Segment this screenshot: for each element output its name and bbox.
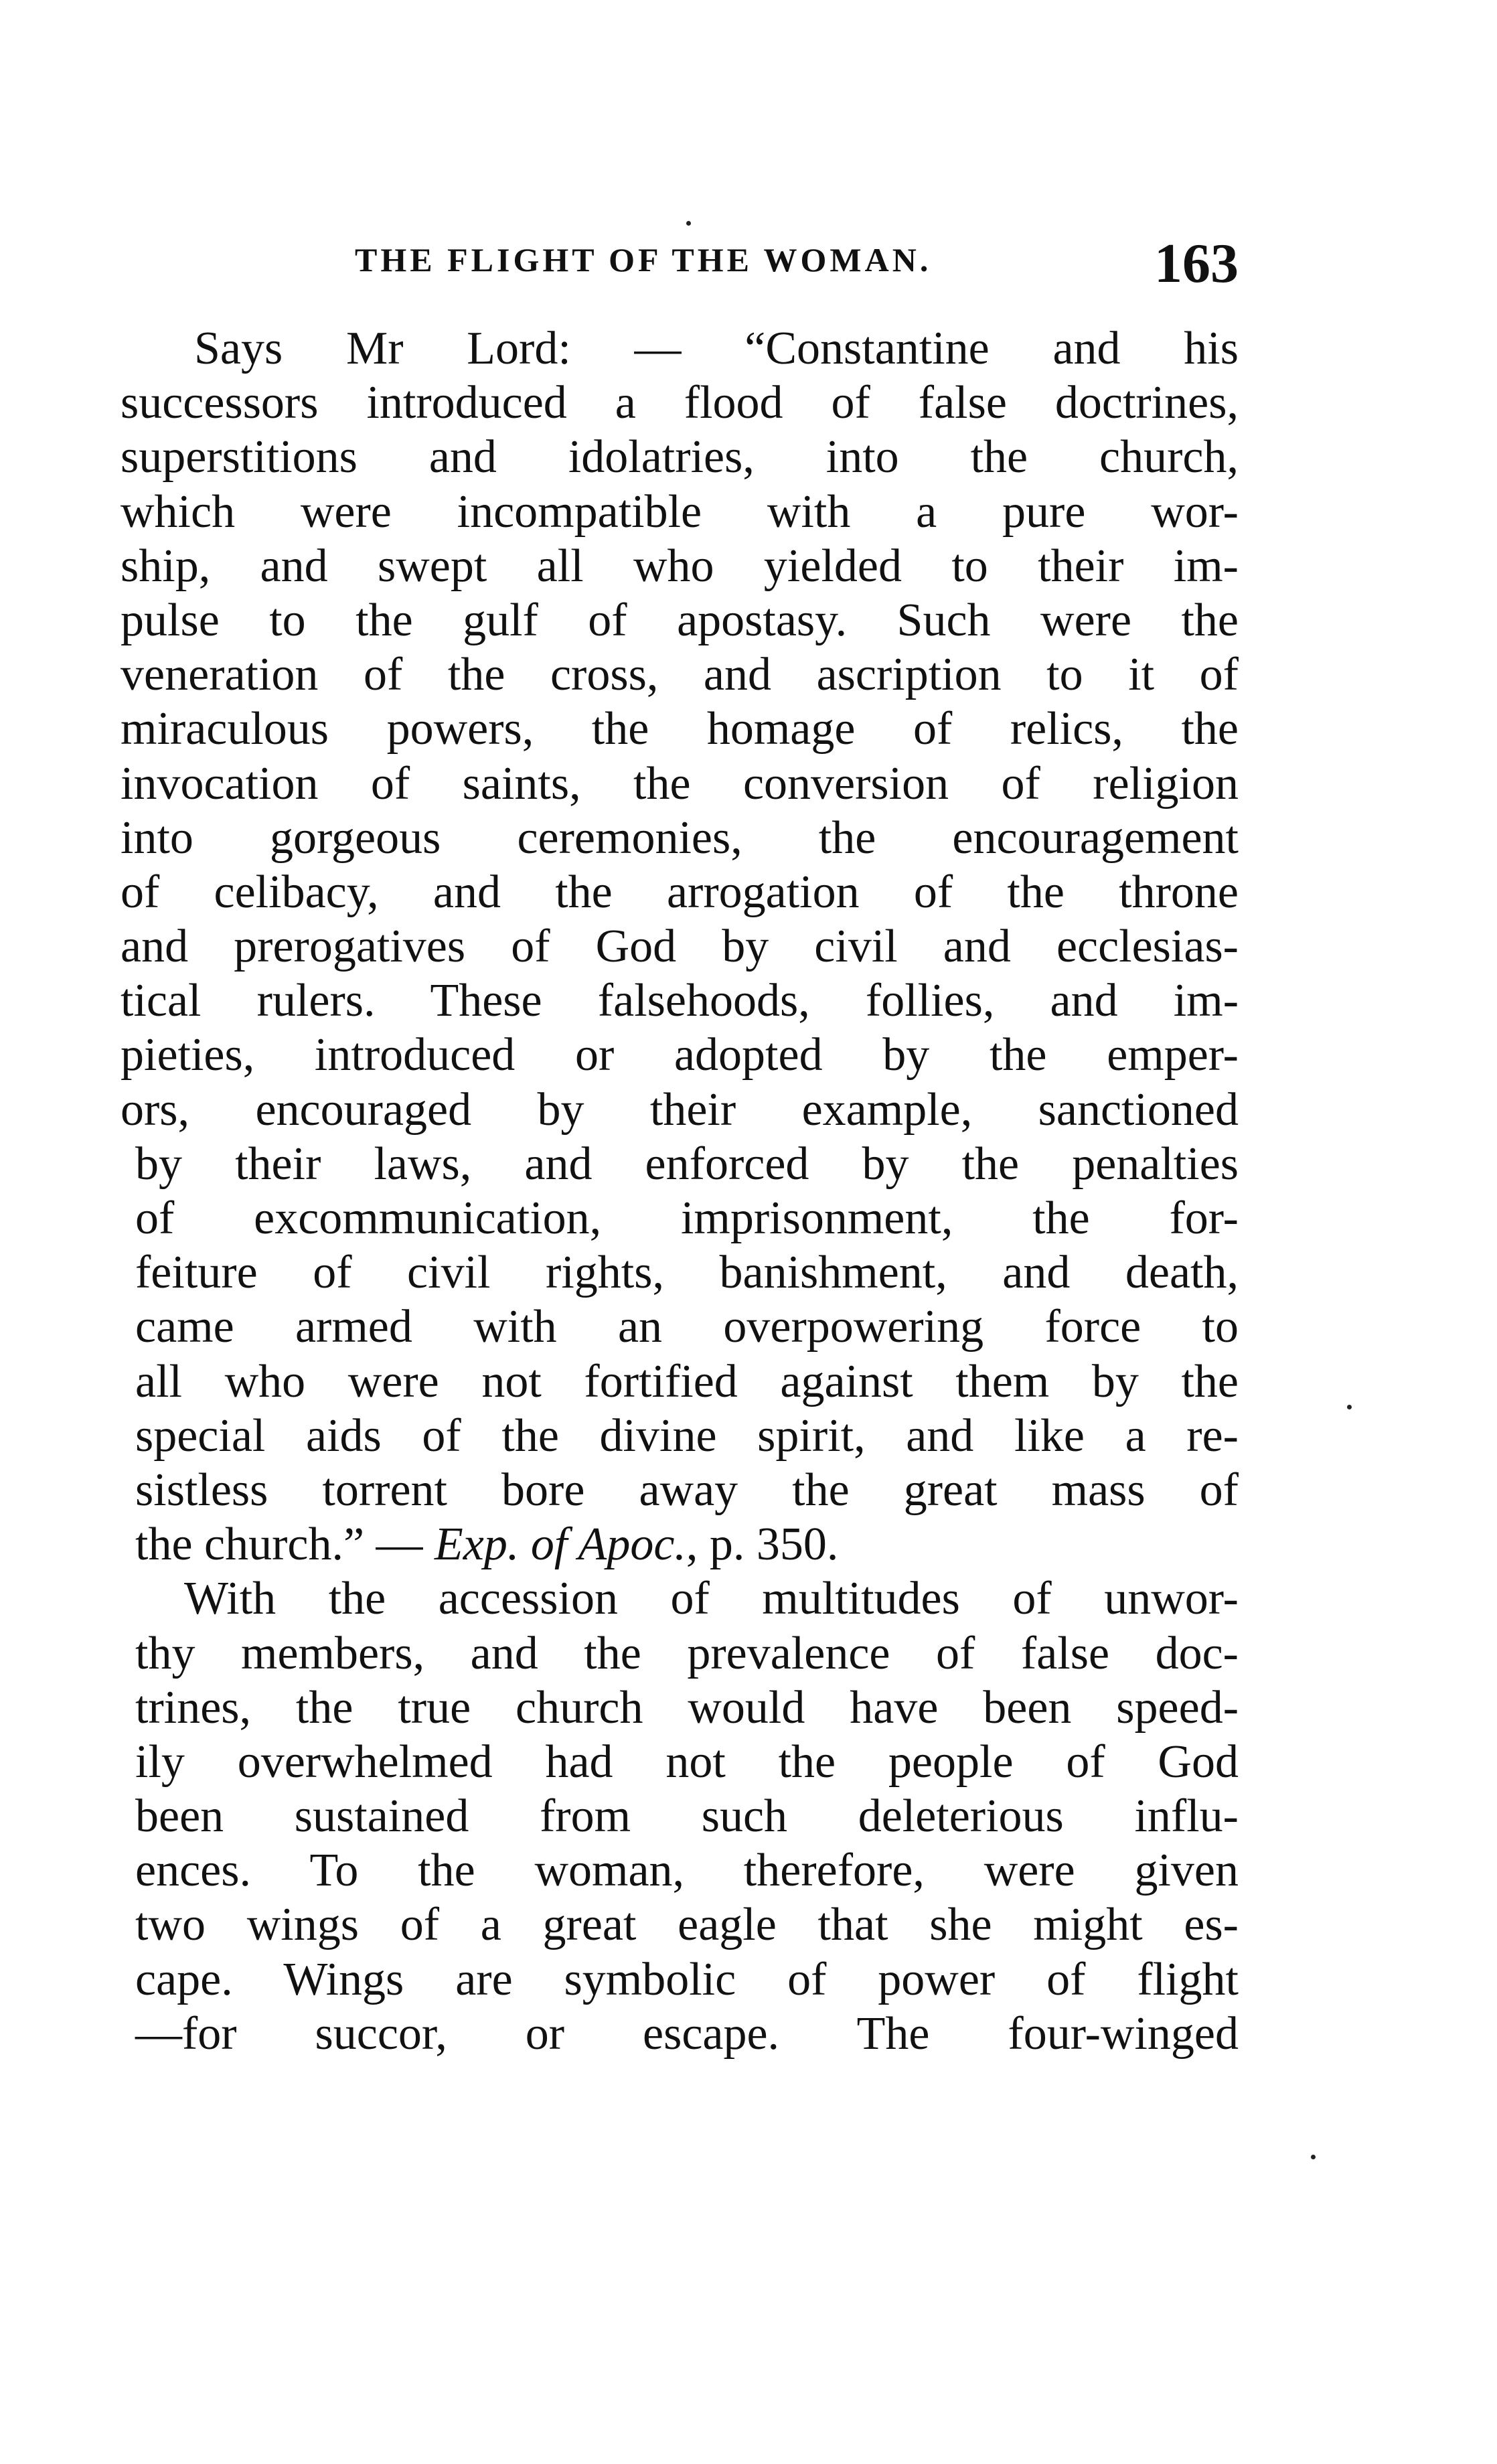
text-line: two wings of a great eagle that she might es-: [135, 1899, 1239, 1951]
print-speck: [1311, 2155, 1316, 2159]
text-line: tical rulers. These falsehoods, follies, and im-: [121, 975, 1239, 1027]
text-line: miraculous powers, the homage of relics, the: [121, 703, 1239, 755]
text-line: special aids of the divine spirit, and like a re-: [135, 1409, 1239, 1462]
text-line: —for succor, or escape. The four-winged: [135, 2007, 1239, 2060]
text-line: came armed with an overpowering force to: [135, 1301, 1239, 1353]
text-line: Says Mr Lord: — “Constantine and his: [194, 323, 1239, 374]
text-line: all who were not fortified against them by the: [135, 1355, 1239, 1407]
text-line: With the accession of multitudes of unwor-: [184, 1573, 1239, 1625]
text-line: of excommunication, imprisonment, the for-: [135, 1192, 1239, 1244]
citation-lead: the church.” —: [135, 1519, 423, 1571]
text-line: been sustained from such deleterious influ-: [135, 1790, 1239, 1843]
text-line: sistless torrent bore away the great mass of: [135, 1464, 1239, 1516]
citation-title: Exp. of Apoc.: [435, 1519, 686, 1571]
text-line: pulse to the gulf of apostasy. Such were the: [121, 594, 1239, 646]
text-line: ors, encouraged by their example, sanctioned: [121, 1083, 1239, 1136]
text-line: cape. Wings are symbolic of power of flight: [135, 1953, 1239, 2005]
text-line: successors introduced a flood of false doctrines,: [121, 377, 1239, 429]
text-line: feiture of civil rights, banishment, and death,: [135, 1247, 1239, 1299]
text-line: by their laws, and enforced by the penalties: [135, 1138, 1239, 1190]
body-text: [121, 321, 1239, 2061]
text-line: of celibacy, and the arrogation of the throne: [121, 866, 1239, 918]
print-speck: [1347, 1405, 1352, 1409]
citation-page: , p. 350.: [686, 1519, 839, 1571]
text-line: ship, and swept all who yielded to their im-: [121, 540, 1239, 592]
text-line: superstitions and idolatries, into the church,: [121, 431, 1239, 483]
text-line: into gorgeous ceremonies, the encouragement: [121, 812, 1239, 864]
text-line: and prerogatives of God by civil and ecclesias-: [121, 921, 1239, 973]
text-line: invocation of saints, the conversion of religion: [121, 757, 1239, 810]
text-line: thy members, and the prevalence of false doc-: [135, 1627, 1239, 1679]
print-speck: [686, 221, 691, 226]
text-line: trines, the true church would have been speed-: [135, 1681, 1239, 1734]
running-head: [348, 231, 1239, 295]
running-title: THE FLIGHT OF THE WOMAN.: [355, 241, 932, 279]
citation-line: [121, 1517, 1239, 1571]
text-line: ences. To the woman, therefore, were given: [135, 1845, 1239, 1897]
text-line: which were incompatible with a pure wor-: [121, 485, 1239, 538]
text-line: pieties, introduced or adopted by the emper-: [121, 1029, 1239, 1081]
page-number: 163: [1154, 232, 1239, 295]
text-line: veneration of the cross, and ascription to it of: [121, 649, 1239, 701]
text-line: ily overwhelmed had not the people of God: [135, 1736, 1239, 1788]
